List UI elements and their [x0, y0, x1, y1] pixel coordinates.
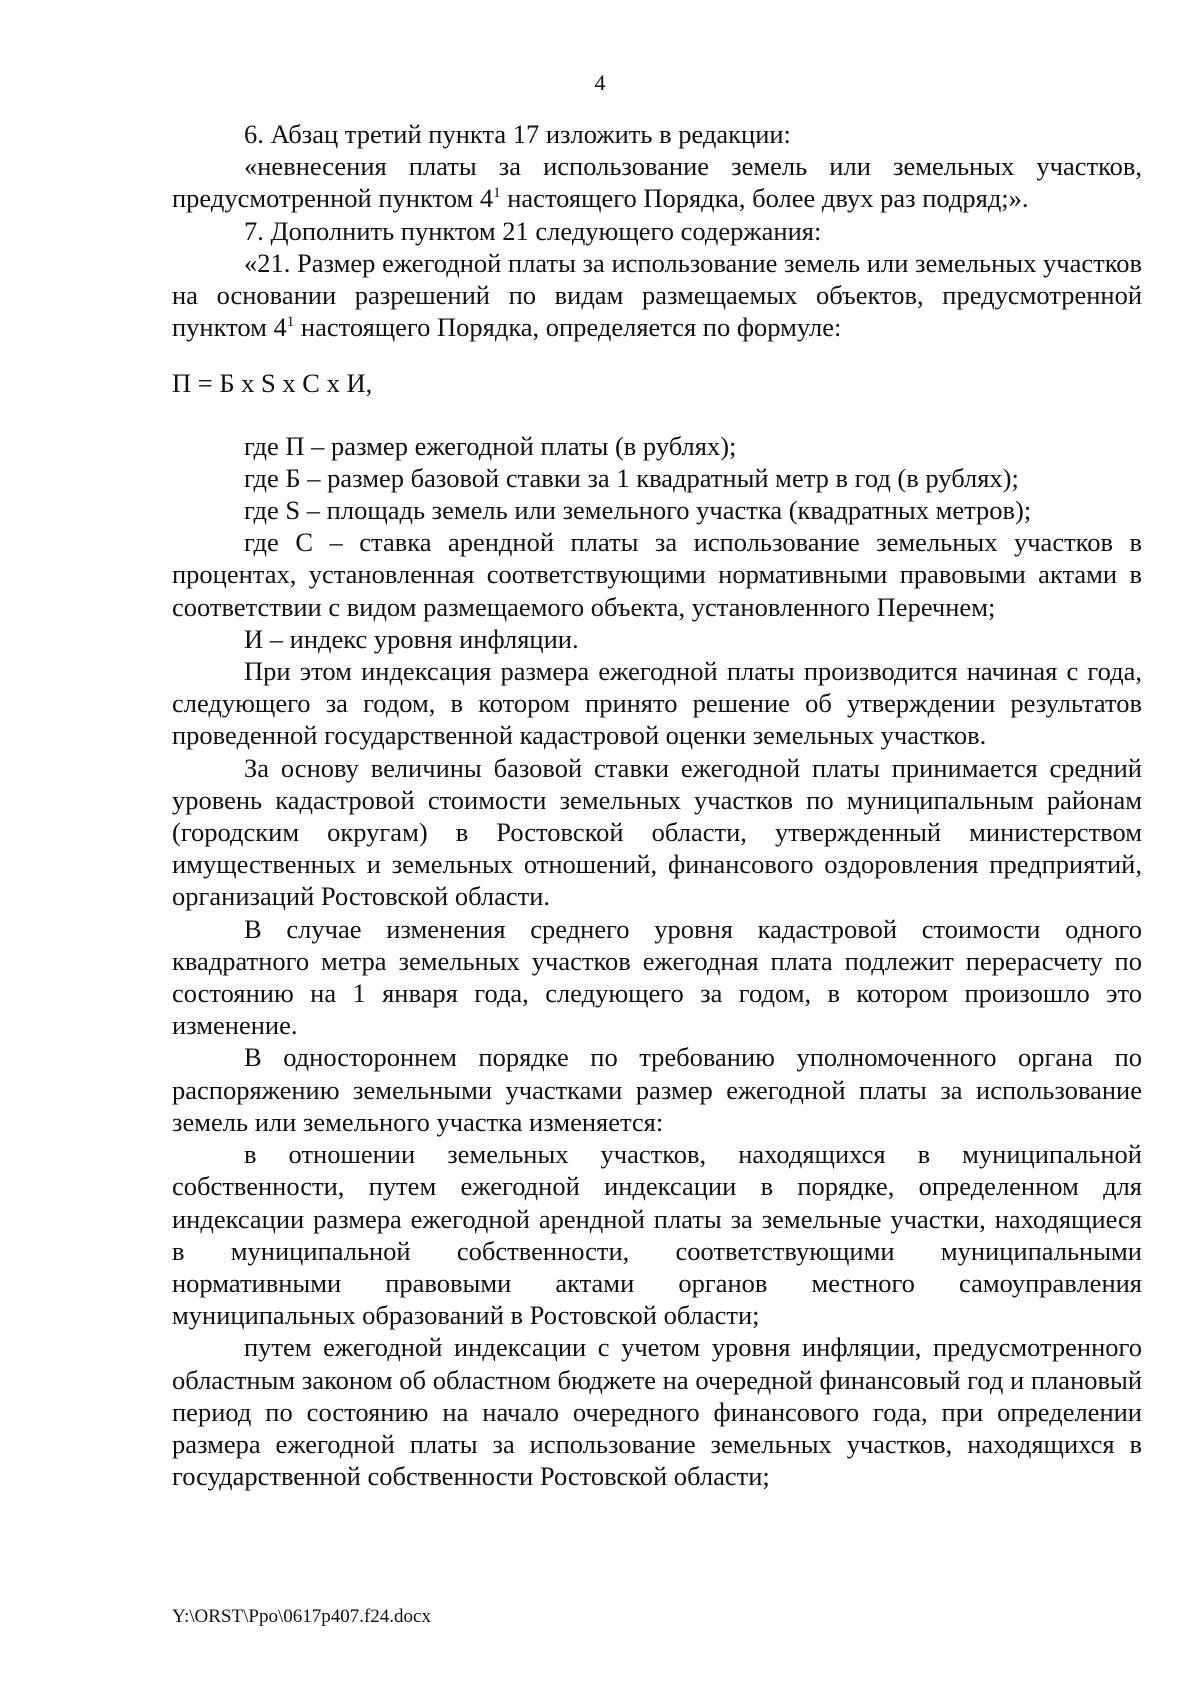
- paragraph-state: путем ежегодной индексации с учетом уровня инфляции, предусмотренного областным законом об областном бюджете на очередной финансовый год и плановый период по состоянию на начало очередного финансового года, при определении размера ежегодной платы за использование земельных участков, находящихся в государственной собственности Ростовской области;: [172, 1332, 1142, 1492]
- footer-file-path: Y:\ORST\Ppo\0617p407.f24.docx: [172, 1606, 431, 1627]
- paragraph-unilateral-change: В одностороннем порядке по требованию уполномоченного органа по распоряжению земельными участками размер ежегодной платы за использование земель или земельного участка изменяется:: [172, 1042, 1142, 1137]
- paragraph-item-7: 7. Дополнить пунктом 21 следующего содержания:: [244, 215, 822, 246]
- formula: П = Б x S x С x И,: [172, 368, 373, 399]
- paragraph-base-rate: За основу величины базовой ставки ежегодной платы принимается средний уровень кадастровой стоимости земельных участков по муниципальным районам (городским округам) в Ростовской области, утвержденный министерством имущественных и земельных отношений, финансового оздоровления предприятий, организаций Ростовской области.: [172, 752, 1142, 912]
- definition-p: где П – размер ежегодной платы (в рублях);: [244, 430, 737, 461]
- document-body: [172, 118, 1142, 1492]
- definition-b: где Б – размер базовой ставки за 1 квадратный метр в год (в рублях);: [244, 462, 1019, 493]
- paragraph-indexation: При этом индексация размера ежегодной платы производится начиная с года, следующего за годом, в котором принято решение об утверждении результатов проведенной государственной кадастровой оценки земельных участков.: [172, 656, 1142, 751]
- paragraph-municipal: в отношении земельных участков, находящихся в муниципальной собственности, путем ежегодной индексации в порядке, определенном для индексации размера ежегодной арендной платы за земельные участки, находящиеся в муниципальной собственности, соответствующими муниципальными нормативными правовыми актами органов местного самоуправления муниципальных образований в Ростовской области;: [172, 1139, 1142, 1331]
- definition-s: где S – площадь земель или земельного участка (квадратных метров);: [244, 495, 1032, 526]
- paragraph-recalculation: В случае изменения среднего уровня кадастровой стоимости одного квадратного метра земельных участков ежегодная плата подлежит перерасчету по состоянию на 1 января года, следующего за годом, в котором произошло это изменение.: [172, 913, 1142, 1041]
- page-number: 4: [594, 70, 606, 95]
- paragraph-item-21: «21. Размер ежегодной платы за использование земель или земельных участков на основании разрешений по видам размещаемых объектов, предусмотренной пунктом $4^1$ настоящего Порядка, определяется по формуле:: [172, 247, 1142, 343]
- definition-i: И – индекс уровня инфляции.: [244, 623, 579, 654]
- paragraph-item-6: 6. Абзац третий пункта 17 изложить в редакции:: [244, 119, 791, 149]
- paragraph-item-6-quote: «невнесения платы за использование земель или земельных участков, предусмотренной пунктом $4^1$ настоящего Порядка, более двух раз подряд;».: [172, 151, 1142, 214]
- definition-c: где С – ставка арендной платы за использование земельных участков в процентах, установленная соответствующими нормативными правовыми актами в соответствии с видом размещаемого объекта, установленного Перечнем;: [172, 527, 1142, 622]
